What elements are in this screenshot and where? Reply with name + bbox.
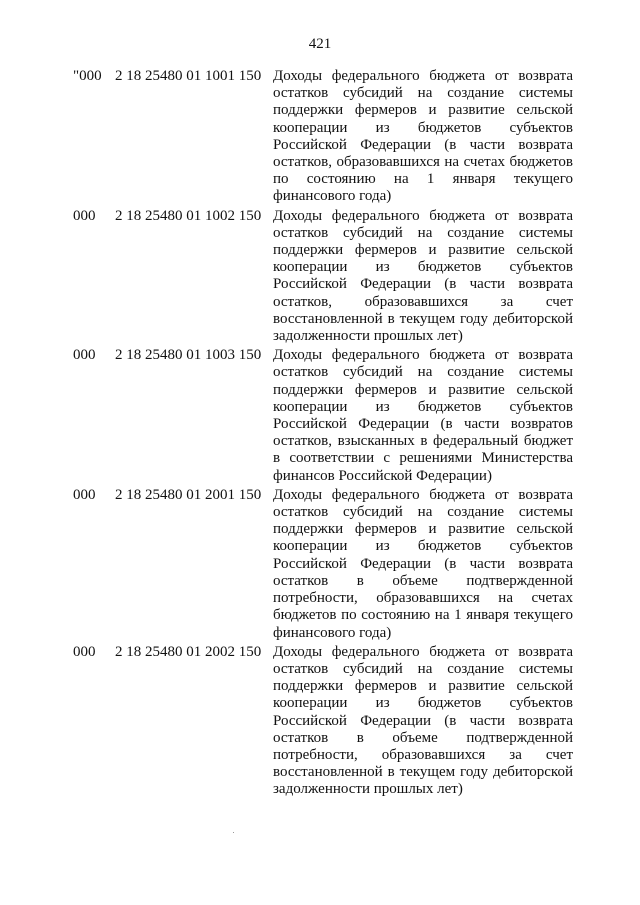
description-line: поддержки фермеров и развитие сельской (273, 678, 573, 695)
admin-code: 000 (73, 486, 96, 503)
description-line: остатков, взысканных в федеральный бюджет (273, 433, 573, 450)
description-line: потребности, образовавшихся за счет (273, 746, 573, 763)
description-line: Российской Федерации (в части возврата (273, 136, 573, 153)
admin-code: 000 (73, 347, 96, 364)
description-line: Российской Федерации (в части возврата (273, 276, 573, 293)
classification-code: 2 18 25480 01 1002 150 (115, 207, 262, 224)
description-line: кооперации из бюджетов субъектов (273, 119, 573, 136)
income-description (273, 347, 573, 485)
scan-artifact (233, 832, 234, 833)
description-line: Доходы федерального бюджета от возврата (273, 207, 573, 224)
description-line: по состоянию на 1 января текущего (273, 171, 573, 188)
classification-code: 2 18 25480 01 2002 150 (115, 643, 262, 660)
description-line: поддержки фермеров и развитие сельской (273, 381, 573, 398)
description-line: остатков, образовавшихся на счетах бюджетов (273, 154, 573, 171)
description-line: кооперации из бюджетов субъектов (273, 695, 573, 712)
classification-code: 2 18 25480 01 1001 150 (115, 68, 262, 84)
description-line: потребности, образовавшихся на счетах (273, 590, 573, 607)
description-line: кооперации из бюджетов субъектов (273, 538, 573, 555)
income-description (273, 644, 573, 799)
classification-code: 2 18 25480 01 2001 150 (115, 486, 262, 503)
admin-code: 000 (73, 643, 96, 660)
description-line: остатков субсидий на создание системы (273, 364, 573, 381)
description-line: остатков субсидий на создание системы (273, 660, 573, 677)
classification-code: 2 18 25480 01 1003 150 (115, 347, 262, 364)
income-description (273, 487, 573, 642)
page-number: 421 (308, 36, 332, 52)
description-line: остатков субсидий на создание системы (273, 224, 573, 241)
description-line: восстановленной в текущем году дебиторской (273, 764, 573, 781)
description-line: Российской Федерации (в части возврата (273, 555, 573, 572)
budget-code-entry (0, 68, 640, 206)
description-line: остатков, образовавшихся за счет (273, 293, 573, 310)
description-line: остатков субсидий на создание системы (273, 504, 573, 521)
description-line: поддержки фермеров и развитие сельской (273, 521, 573, 538)
description-line: Доходы федерального бюджета от возврата (273, 643, 573, 660)
description-line: остатков в объеме подтвержденной (273, 729, 573, 746)
budget-code-entry (0, 208, 640, 346)
description-line: поддержки фермеров и развитие сельской (273, 102, 573, 119)
description-line: Доходы федерального бюджета от возврата (273, 68, 573, 84)
admin-code: "000 (73, 68, 102, 84)
description-line: остатков субсидий на создание системы (273, 85, 573, 102)
description-line: восстановленной в текущем году дебиторской (273, 310, 573, 327)
budget-code-entry (0, 347, 640, 485)
description-line: в соответствии с решениями Министерства (273, 450, 573, 467)
description-line: Российской Федерации (в части возврата (273, 712, 573, 729)
description-line: задолженности прошлых лет) (273, 781, 463, 798)
description-line: поддержки фермеров и развитие сельской (273, 242, 573, 259)
description-line: бюджетов по состоянию на 1 января текущего (273, 607, 573, 624)
admin-code: 000 (73, 207, 96, 224)
description-line: Российской Федерации (в части возвратов (273, 416, 573, 433)
budget-code-entry (0, 487, 640, 642)
description-line: кооперации из бюджетов субъектов (273, 259, 573, 276)
income-description (273, 68, 573, 206)
description-line: финансового года) (273, 188, 392, 205)
budget-code-entry (0, 644, 640, 799)
income-description (273, 208, 573, 346)
description-line: финансового года) (273, 624, 392, 641)
description-line: Доходы федерального бюджета от возврата (273, 347, 573, 364)
description-line: задолженности прошлых лет) (273, 328, 463, 345)
description-line: остатков в объеме подтвержденной (273, 572, 573, 589)
description-line: кооперации из бюджетов субъектов (273, 398, 573, 415)
budget-code-list (0, 68, 640, 801)
description-line: финансов Российской Федерации) (273, 467, 492, 484)
description-line: Доходы федерального бюджета от возврата (273, 486, 573, 503)
